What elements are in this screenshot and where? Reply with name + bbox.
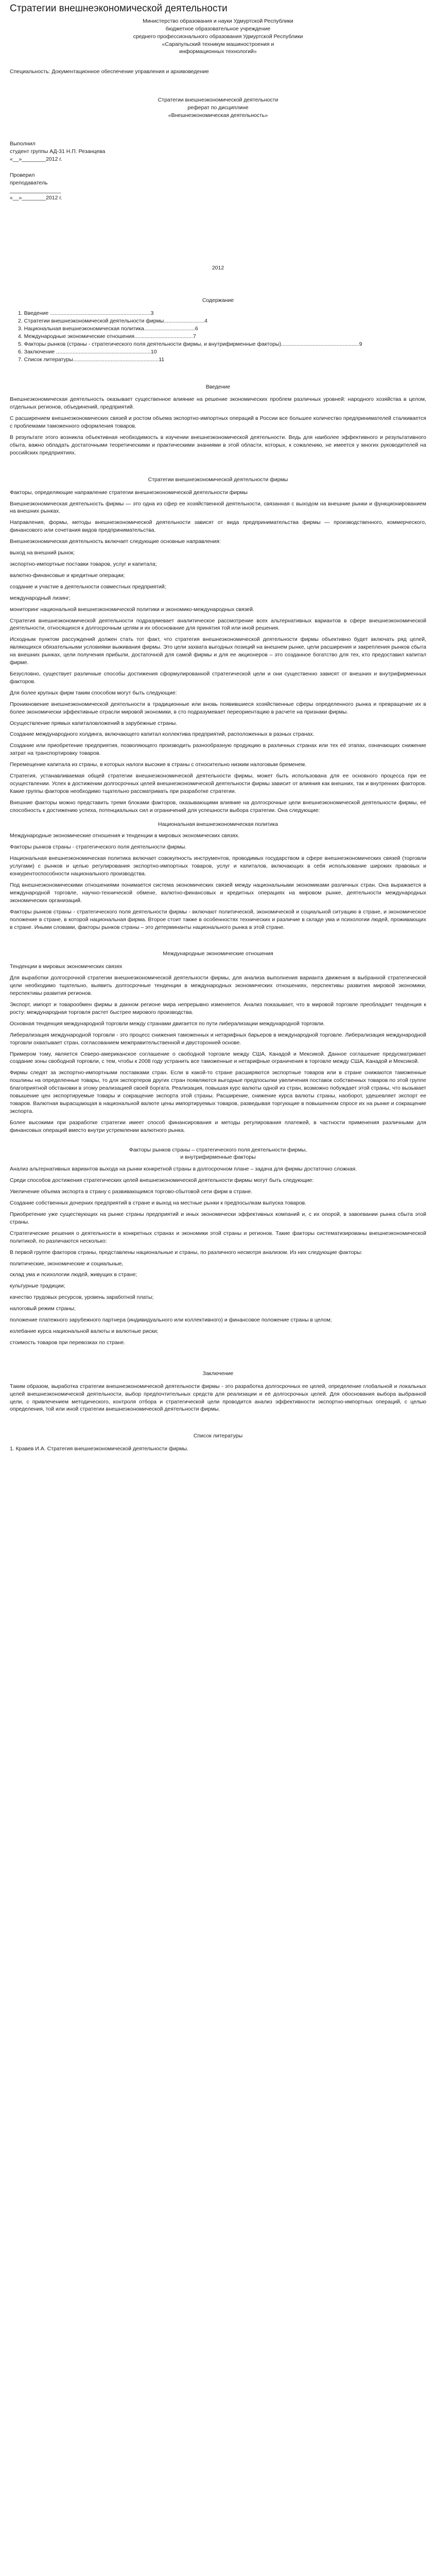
header-line: Министерство образования и науки Удмуртской Республики bbox=[143, 18, 293, 24]
specialty-line: Специальность: Документационное обеспечение управления и архивоведение bbox=[10, 69, 209, 75]
paragraph: Экспорт, импорт и товарообмен фирмы в данном регионе мира непрерывно изменяется. Анализ показывает, что в мировой торговле преобладает тенденция к росту: международная торговля растет быстрее мирового производства. bbox=[10, 1001, 426, 1015]
paragraph: Создание собственных дочерних предприятий в стране и выход на местные рынки к предпосылкам выпуска товаров. bbox=[10, 1200, 307, 1207]
paragraph: Внешнеэкономическая деятельность оказывает существенное влияние на решение экономических проблем различных уровней: народного хозяйства в целом, отдельных регионов, объединений, предприятий. bbox=[10, 396, 426, 411]
title-page-year: 2012 bbox=[212, 264, 224, 271]
paragraph: Национальная внешнеэкономическая политика включает совокупность инструментов, проводимых государством в сфере внешнеэкономических связей (торговли услугами) с рынков и целью регулирования экспортно-импортных товаров, услуг и капиталов, включающих в себя использование широких правовых и конкурентоспособности национального производства. bbox=[10, 855, 426, 877]
market-factors-section bbox=[10, 1146, 426, 1347]
paragraph: экспортно-импортные поставки товаров, услуг и капитала; bbox=[10, 561, 157, 567]
strategies-section bbox=[10, 476, 426, 815]
references-section bbox=[10, 1432, 426, 1453]
paragraph: стоимость товаров при перевозках по стране. bbox=[10, 1339, 126, 1346]
paragraph: В результате этого возникла объективная необходимость в изучении внешнеэкономической деятельности. Ведь для наиболее эффективного и результативного сбыта, важно обладать достаточными теоретическими и практическими знаниями в этой области, которых, к сожалению, не имеется у многих руководителей на российских предприятиях. bbox=[10, 434, 426, 456]
toc-title: Содержание bbox=[202, 297, 234, 304]
paragraph: колебание курса национальной валюты и валютные риски; bbox=[10, 1328, 159, 1334]
paragraph: выход на внешний рынок; bbox=[10, 550, 75, 556]
paragraph: С расширением внешнеэкономических связей и ростом объема экспортно-импортных операций в России все большее количество предпринимателей сталкивается с проблемами таможенного оформления товаров. bbox=[10, 415, 426, 430]
header-line: информационных технологий» bbox=[179, 48, 257, 55]
paragraph: склад ума и психологии людей, живущих в стране; bbox=[10, 1272, 137, 1278]
national-policy-section bbox=[10, 821, 426, 931]
table-of-contents bbox=[10, 297, 426, 363]
paragraph: Тенденции в мировых экономических связях bbox=[10, 963, 123, 970]
paragraph: политические, экономические и социальные, bbox=[10, 1260, 124, 1267]
performed-student: студент группы АД-31 Н.П. Резанцева bbox=[10, 148, 106, 155]
header-line: среднего профессионального образования Удмуртской Республики bbox=[133, 33, 303, 40]
header-line: бюджетное образовательное учреждение bbox=[165, 25, 271, 32]
header-line: «Сарапульский техникум машиностроения и bbox=[162, 41, 274, 47]
performed-date: «__»________2012 г. bbox=[10, 156, 62, 162]
paragraph: Стратегия, устанавливаемая общей стратегии внешнеэкономической деятельности фирмы, может быть использована для ее основного процесса при ее осуществлении. Успех в достижении долгосрочных целей внешнеэкономической деятельности фирмы зависит от влияния как внешних, так и внутренних факторов. Какие группы факторов необходимо тщательно рассматривать при разработке стратегии. bbox=[10, 773, 426, 794]
performed-block bbox=[10, 140, 426, 163]
paragraph: Факторы, определяющие направление стратегии внешнеэкономической деятельности фирмы bbox=[10, 489, 248, 496]
paragraph: В первой группе факторов страны, представлены национальные и страны, по различного несмотря анализом. Из них следующие факторы: bbox=[10, 1249, 362, 1256]
checked-date: «__»________2012 г. bbox=[10, 195, 62, 201]
paragraph: качество трудовых ресурсов, уровень заработной платы; bbox=[10, 1294, 154, 1301]
report-kind: реферат по дисциплине bbox=[187, 105, 249, 111]
paragraph: Внешнеэкономическая деятельность включает следующие основные направления: bbox=[10, 538, 221, 545]
paragraph: Приобретение уже существующих на рынке страны предприятий и иных экономически эффективных компаний и, с их опорой, в завоевании рынка сбыта этой страны. bbox=[10, 1211, 426, 1225]
section-title: Факторы рынков страны – стратегического поля деятельности фирмы, bbox=[129, 1146, 307, 1153]
toc-item: 2. Стратегии внешнеэкономической деятельности фирмы...........................4 bbox=[18, 318, 207, 325]
section-title: Введение bbox=[205, 383, 231, 390]
reference-item: 1. Кравев И.А. Стратегия внешнеэкономической деятельности фирмы. bbox=[10, 1446, 188, 1452]
paragraph: Стратегия внешнеэкономической деятельности подразумевает аналитическое рассмотрение всех альтернативных вариантов в сфере внешнеэкономической деятельности, относящихся к долгосрочным целям и их обоснование для принятия той или иной решения. bbox=[10, 617, 426, 632]
toc-item: 3. Национальная внешнеэкономическая политика..................................6 bbox=[18, 325, 198, 332]
section-title: Список литературы bbox=[193, 1433, 243, 1439]
paragraph: Стратегические решения о деятельности в конкретных странах и экономики этой страны и регионов. Такие факторы систематизированы внешнеэкономической политикой, по различаются несколько: bbox=[10, 1230, 426, 1244]
document-title: Стратегии внешнеэкономической деятельности bbox=[10, 3, 228, 14]
conclusion-section bbox=[10, 1370, 426, 1414]
paragraph: культурные традиции; bbox=[10, 1283, 65, 1290]
paragraph: Примером тому, является Северо-американское соглашение о свободной торговле между США, Канадой и Мексикой. Данное соглашение предусматривает создание зоны свободной торговли, с тем, чтобы к 2008 году устранить все таможенные и нетарифные ограничения в торговле между США, Канадой и Мексикой. bbox=[10, 1050, 426, 1065]
section-title-continued: и внутрифирменные факторы bbox=[180, 1154, 256, 1161]
introduction-section bbox=[10, 383, 426, 457]
paragraph: Внешнеэкономическая деятельность фирмы — это одна из сфер ее хозяйственной деятельности, связанная с выходом на внешние рынки и функционированием на внешних рынках. bbox=[10, 500, 426, 515]
title-page-header bbox=[10, 18, 426, 56]
paragraph: Фирмы следят за экспортно-импортными поставками стран. Если в какой-то стране расширяются экспортные товаров или в стране снижаются таможенные пошлины на определенные товары, то для экспортеров других стран появляются выгодные предпосылки увеличения поставок собственных товаров по этой группе благоприятной обстановки в этому реализацией своей боргата. Реализация, повышая курс валюты одной из стран, возможно побуждает этой страны, что вызывает повышение цен экспортируемые товары и сокращение экспорта этой страны. Расширение, снижение курса валюты страны, наоборот, удешевляет экспорт ее товаров. Валютная вырасщающая в национальной валюте цены импортируемых товаров, разведывая торгующие в повышенном спросе их на рынке и сокращение экспорта. bbox=[10, 1070, 426, 1114]
international-relations-section bbox=[10, 950, 426, 1134]
paragraph: валютно-финансовые и кредитные операции; bbox=[10, 572, 125, 579]
paragraph: Создание международного холдинга, включающего капитал коллектива предприятий, расположенных в разных странах. bbox=[10, 731, 315, 738]
performed-label: Выполнил bbox=[10, 141, 36, 147]
paragraph: Более высокими при разработке стратегии имеет способ финансирования и методы регулирования платежей, в частности применения различными для финансовых операций вместо внутри устремлении валютного рынка. bbox=[10, 1119, 426, 1133]
checked-signature-line: _________________ bbox=[10, 187, 61, 194]
paragraph: Основная тенденция международной торговли между странами двигается по пути либерализации международной торговли. bbox=[10, 1020, 325, 1027]
checked-block bbox=[10, 172, 426, 202]
checked-label: Проверил bbox=[10, 172, 35, 178]
paragraph: Для более крупных фирм таким способом могут быть следующие: bbox=[10, 689, 177, 696]
paragraph: Направления, формы, методы внешнеэкономической деятельности зависят от вида предпринимательства фирмы — производственного, коммерческого, финансового или сочетания видов предпринимательства. bbox=[10, 519, 426, 534]
paragraph: налоговый режим страны; bbox=[10, 1306, 76, 1312]
paragraph: создание и участие в деятельности совместных предприятий; bbox=[10, 583, 166, 590]
paragraph: Внешние факторы можно представить тремя блоками факторов, оказывающими влияние на долгосрочные цели внешнеэкономической деятельности фирмы, её способность к достижению успеха, потенциальных сил и ограничений для успешности выбора стратегии. Она следующие: bbox=[10, 799, 426, 814]
section-title: Заключение bbox=[202, 1370, 234, 1377]
paragraph: Факторы рынков страны - стратегического поля деятельности фирмы - включают политической, экономической и социальной ситуацию в стране, и экономическое положение в стране, в которой национальная фирма. Второе стоит также в особенностях технических и различие в складе ума и психологии людей, проживающих в стране. Иными словами, факторы рынков страны – это детерминанты национального рынка в этой стране. bbox=[10, 908, 426, 930]
report-title-block bbox=[10, 96, 426, 120]
toc-item: 4. Международные экономические отношения.......................................7 bbox=[18, 333, 196, 340]
paragraph: Безусловно, существует различные способы достижения сформулированной стратегической цели и они существенно зависят от внешних и внутрифирменных факторов. bbox=[10, 670, 426, 685]
paragraph: Проникновение внешнеэкономической деятельности в традиционные или вновь появившиеся хозяйственные сферы определенного рынка и превращение их в более экономически эффективные отрасли мировой экономики, в сто подразумевает переориентацию в расчете на признаки фирмы. bbox=[10, 701, 426, 715]
paragraph: положение платежного зарубежного партнера (индивидуального или коллективного) и финансовое положение страны в целом; bbox=[10, 1317, 332, 1324]
paragraph: международный лизинг; bbox=[10, 595, 71, 601]
paragraph: Анализ альтернативных вариантов выхода на рынки конкретной страны в долгосрочном плане – задача для фирмы достаточно сложная. bbox=[10, 1166, 357, 1173]
paragraph: Среди способов достижения стратегических целей внешнеэкономической деятельности фирмы могут быть следующие: bbox=[10, 1177, 314, 1184]
report-discipline: «Внешнеэкономическая деятельность» bbox=[168, 112, 268, 119]
section-title: Международные экономические отношения bbox=[163, 951, 273, 957]
paragraph: Осуществление прямых капиталовложений в зарубежные страны. bbox=[10, 720, 178, 726]
paragraph: Перемещение капитала из страны, в которых налоги высокие в страны с относительно низким налоговым бременем. bbox=[10, 761, 307, 768]
section-title: Национальная внешнеэкономическая политика bbox=[158, 821, 278, 827]
toc-item: 5. Факторы рынков (страны - стратегического поля деятельности фирмы, и внутрифирменные факторы)....................................................9 bbox=[18, 341, 362, 347]
paragraph: Факторы рынков страны - стратегического поля деятельности фирмы. bbox=[10, 844, 187, 851]
toc-item: 7. Список литературы.........................................................11 bbox=[18, 356, 165, 363]
paragraph: Создание или приобретение предприятия, позволяющего производить разнообразную продукцию в различных странах или тех её этапах, означающих снижение затрат на транспортировку товаров. bbox=[10, 742, 426, 757]
paragraph: Либерализация международной торговли - это процесс снижения таможенных и нетарифных барьеров в международной торговле. Либерализация международной торговли охватывает стран, согласованием межправительственной и двусторонней основе. bbox=[10, 1031, 426, 1046]
checked-role: преподаватель bbox=[10, 179, 48, 186]
section-title: Стратегии внешнеэкономической деятельности фирмы bbox=[148, 476, 288, 483]
paragraph: Увеличение объема экспорта в страну с развивающимся торгово-сбытовой сети фирм в стране. bbox=[10, 1189, 253, 1195]
paragraph: Международные экономические отношения и тенденции в мировых экономических связях. bbox=[10, 833, 240, 839]
paragraph: Исходным пунктом рассуждений должен стать тот факт, что стратегия внешнеэкономической деятельности фирмы объективно будет включать ряд целей, являющихся обязательными условиями выживания фирмы. Это цели захвата выгодных позиций на внешнем рынке, цели расширения и закрепления рынков сбыта на внешних рынках, цели получения прибыли, достаточной для самой фирмы и для ее акционеров – это созданное богатство для тех, кто предоставил капитал фирме. bbox=[10, 636, 426, 666]
paragraph: Таким образом, выработка стратегии внешнеэкономической деятельности фирмы - это разработка долгосрочных ее целей, определение глобальной и локальных целей внешнеэкономической деятельности, выбор предпочтительных средств для реализации и её долгосрочных целей. Для обоснования выбора выбранной цели, с привлечением методического, контроля отбора и стратегической цели проводится анализ эффективности экспортно-импортных операций, с целью определения, той или иной стратегии внешнеэкономической деятельности фирмы. bbox=[10, 1383, 426, 1413]
paragraph: Для выработки долгосрочной стратегии внешнеэкономической деятельности фирмы, для анализа выполнения варианта движения в выбранной стратегической цели необходимо тщательно, выявить долгосрочные тенденции в международных экономических отношениях, перспективы развития мировой экономики, перспективы развития регионов. bbox=[10, 975, 426, 997]
paragraph: мониторинг национальной внешнеэкономической политики и экономико-международных связей. bbox=[10, 606, 254, 613]
paragraph: Под внешнеэкономическими отношениями понимается система экономических связей между национальными экономиками различных стран. Она выражается в международной торговле, научно-технической обмене, валютно-финансовых и кредитных операциях на мировом рынке, деятельности международных экономических организаций. bbox=[10, 882, 426, 904]
toc-item: 6. Заключение ...............................................................10 bbox=[18, 348, 157, 355]
toc-item: 1. Введение ...................................................................3 bbox=[18, 310, 154, 317]
report-topic: Стратегии внешнеэкономической деятельности bbox=[158, 97, 278, 104]
